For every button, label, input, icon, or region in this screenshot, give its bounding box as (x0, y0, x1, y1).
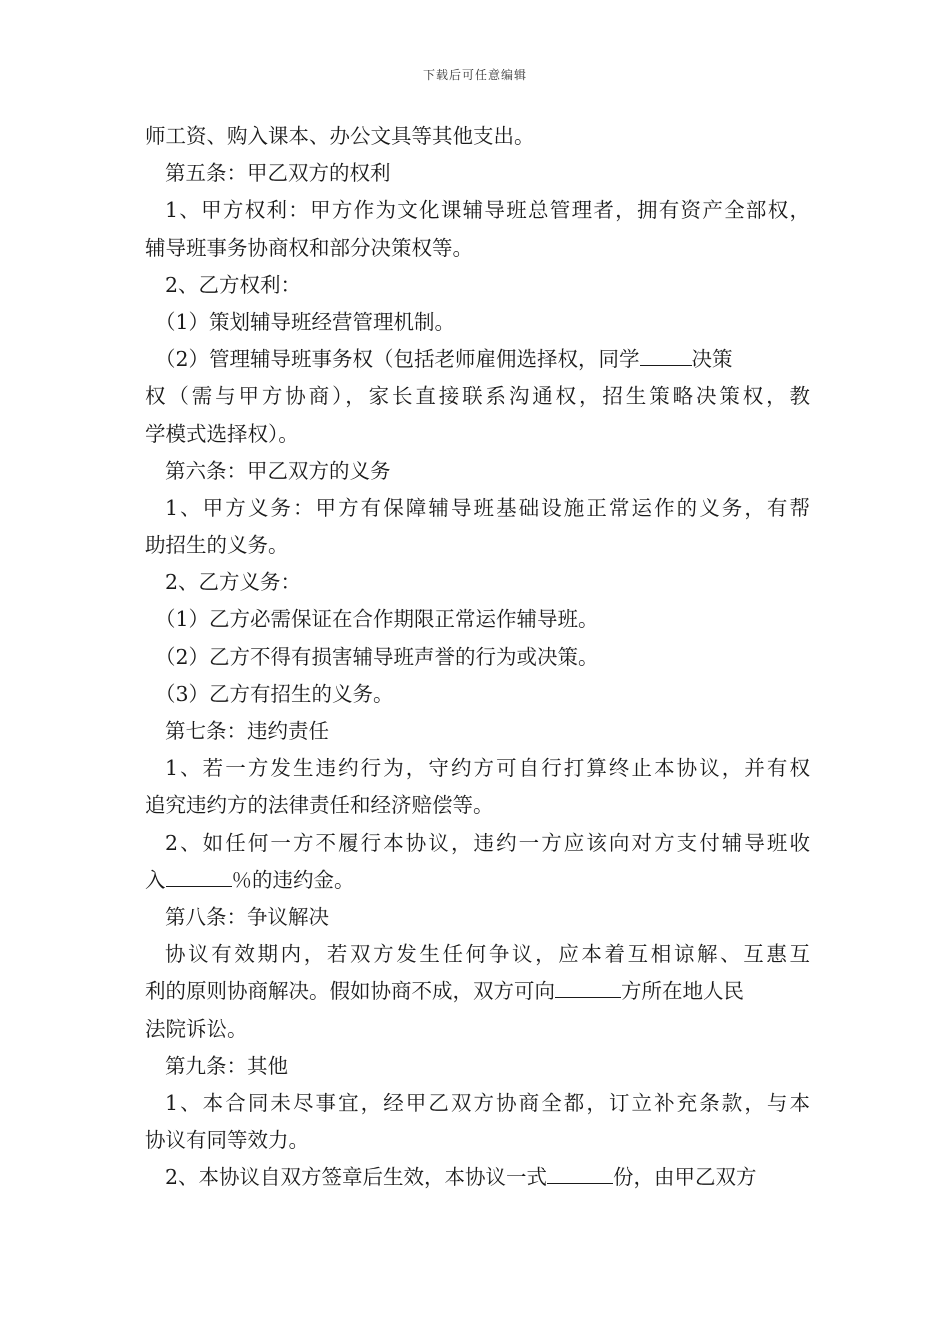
text-line: （1）策划辅导班经营管理机制。 (155, 309, 456, 334)
text-line: （1）乙方必需保证在合作期限正常运作辅导班。 (155, 607, 599, 632)
text-line: 1、甲方权利：甲方作为文化课辅导班总管理者，拥有资产全部权， (165, 198, 810, 223)
text-segment: ％的违约金。 (231, 867, 355, 892)
document-body (145, 118, 810, 1196)
text-segment: 利的原则协商解决。假如协商不成，双方可向 (145, 979, 555, 1004)
text-line: 1、若一方发生违约行为，守约方可自行打算终止本协议，并有权 (165, 756, 810, 781)
text-line: 1、本合同未尽事宜，经甲乙双方协商全都，订立补充条款，与本 (165, 1090, 810, 1115)
text-line (145, 973, 810, 1010)
text-line: 1、甲方义务：甲方有保障辅导班基础设施正常运作的义务，有帮 (165, 495, 810, 520)
text-segment: 份，由甲乙双方 (613, 1165, 757, 1190)
text-line: 法院诉讼。 (145, 1016, 248, 1041)
text-line (145, 341, 810, 378)
text-line: 追究违约方的法律责任和经济赔偿等。 (145, 793, 494, 818)
text-segment: 方所在地人民 (621, 979, 744, 1004)
text-line: 助招生的义务。 (145, 533, 289, 558)
section-heading: 第五条：甲乙双方的权利 (165, 161, 391, 186)
text-line (145, 862, 810, 899)
text-line: 2、乙方权利： (165, 272, 302, 297)
text-line: 2、乙方义务： (165, 570, 302, 595)
fill-in-blank[interactable] (640, 345, 692, 366)
text-line: 权（需与甲方协商），家长直接联系沟通权，招生策略决策权，教 (145, 384, 810, 409)
text-line: 辅导班事务协商权和部分决策权等。 (145, 235, 473, 260)
fill-in-blank[interactable] (166, 866, 232, 887)
text-line: 2、如任何一方不履行本协议，违约一方应该向对方支付辅导班收 (165, 830, 810, 855)
section-heading: 第八条：争议解决 (165, 904, 329, 929)
text-segment: （2）管理辅导班事务权（包括老师雇佣选择权，同学 (155, 347, 640, 372)
section-heading: 第七条：违约责任 (165, 719, 329, 743)
text-segment: 决策 (691, 347, 733, 372)
text-line: （3）乙方有招生的义务。 (155, 681, 394, 706)
text-line: 师工资、购入课本、办公文具等其他支出。 (145, 124, 535, 148)
text-segment: 2、本协议自双方签章后生效，本协议一式 (165, 1165, 548, 1190)
page-header: 下载后可任意编辑 (422, 68, 527, 82)
text-line: 协议有效期内，若双方发生任何争议，应本着互相谅解、互惠互 (165, 942, 810, 967)
text-line (145, 1159, 810, 1196)
text-line: （2）乙方不得有损害辅导班声誉的行为或决策。 (155, 644, 599, 669)
text-segment: 入 (145, 867, 166, 892)
fill-in-blank[interactable] (555, 977, 621, 998)
text-line: 协议有同等效力。 (145, 1128, 309, 1153)
text-line: 学模式选择权）。 (145, 421, 299, 446)
fill-in-blank[interactable] (547, 1163, 613, 1184)
section-heading: 第九条：其他 (165, 1053, 288, 1078)
section-heading: 第六条：甲乙双方的义务 (165, 458, 391, 483)
